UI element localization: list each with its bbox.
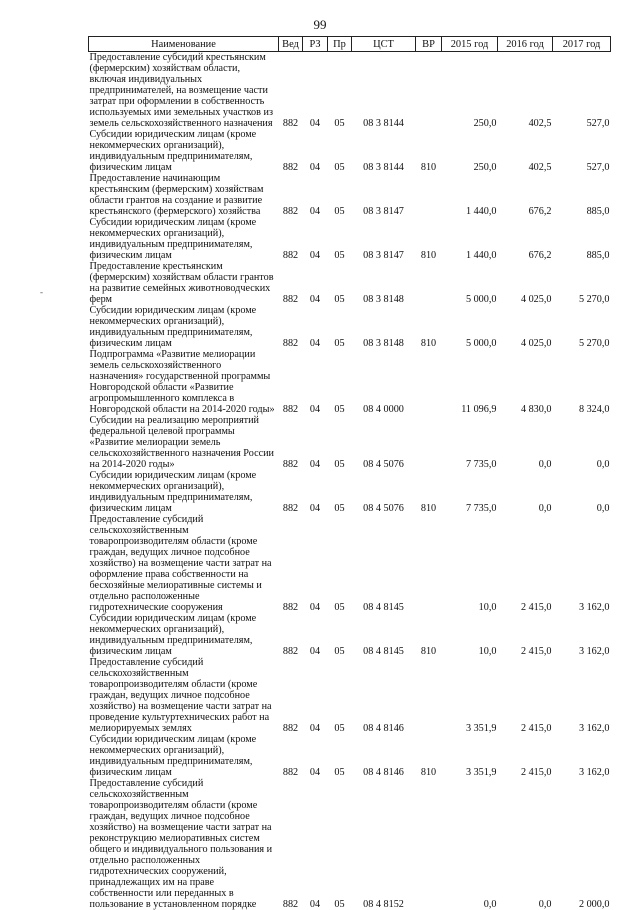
row-cst: 08 3 8148	[352, 261, 416, 305]
table-row	[89, 734, 611, 778]
row-pr: 05	[328, 778, 352, 910]
budget-table	[88, 36, 611, 910]
row-2016: 2 415,0	[498, 613, 553, 657]
row-ved: 882	[279, 217, 303, 261]
row-cst: 08 4 8146	[352, 734, 416, 778]
row-vr: 810	[416, 217, 442, 261]
table-row	[89, 657, 611, 734]
row-2017: 885,0	[553, 217, 611, 261]
row-cst: 08 3 8144	[352, 52, 416, 130]
table-row	[89, 613, 611, 657]
row-vr: 810	[416, 129, 442, 173]
row-rz: 04	[303, 173, 328, 217]
row-ved: 882	[279, 52, 303, 130]
row-2017: 3 162,0	[553, 734, 611, 778]
row-cst: 08 3 8148	[352, 305, 416, 349]
row-ved: 882	[279, 514, 303, 613]
row-2017: 885,0	[553, 173, 611, 217]
row-ved: 882	[279, 173, 303, 217]
row-rz: 04	[303, 613, 328, 657]
row-rz: 04	[303, 305, 328, 349]
row-pr: 05	[328, 217, 352, 261]
row-2015: 250,0	[442, 52, 498, 130]
row-ved: 882	[279, 470, 303, 514]
row-vr	[416, 349, 442, 415]
row-vr: 810	[416, 734, 442, 778]
table-row	[89, 261, 611, 305]
row-name: Предоставление крестьянским (фермерским) хозяйствам области грантов на развитие семейных животноводческих ферм	[89, 261, 279, 305]
row-pr: 05	[328, 613, 352, 657]
row-pr: 05	[328, 129, 352, 173]
row-name: Подпрограмма «Развитие мелиорации земель сельскохозяйственного назначения» государственной программы Новгородской области «Развитие агропромышленного комплекса в Новгородской области на 2014-2020 годы»	[89, 349, 279, 415]
row-cst: 08 4 5076	[352, 415, 416, 470]
row-vr: 810	[416, 613, 442, 657]
row-2017: 8 324,0	[553, 349, 611, 415]
row-2017: 0,0	[553, 470, 611, 514]
row-cst: 08 4 0000	[352, 349, 416, 415]
row-2017: 0,0	[553, 415, 611, 470]
header-vr: ВР	[416, 37, 442, 52]
row-name: Предоставление субсидий крестьянским (фермерским) хозяйствам области, включая индивидуальных предпринимателей, на возмещение части затрат при оформлении в собственность используемых ими земельных участков из земель сельскохозяйственного назначения	[89, 52, 279, 130]
row-ved: 882	[279, 613, 303, 657]
row-2015: 10,0	[442, 613, 498, 657]
header-name: Наименование	[89, 37, 279, 52]
row-vr	[416, 657, 442, 734]
row-2015: 11 096,9	[442, 349, 498, 415]
row-name: Субсидии юридическим лицам (кроме некоммерческих организаций), индивидуальным предпринимателям, физическим лицам	[89, 613, 279, 657]
row-2015: 0,0	[442, 778, 498, 910]
row-pr: 05	[328, 52, 352, 130]
row-2017: 527,0	[553, 52, 611, 130]
row-vr	[416, 415, 442, 470]
row-rz: 04	[303, 470, 328, 514]
row-name: Предоставление субсидий сельскохозяйственным товаропроизводителям области (кроме граждан, ведущих личное подсобное хозяйство) на возмещение части затрат на проведение культуртехнических работ на мелиорируемых землях	[89, 657, 279, 734]
row-vr	[416, 778, 442, 910]
table-row	[89, 52, 611, 130]
row-2015: 5 000,0	[442, 261, 498, 305]
row-rz: 04	[303, 217, 328, 261]
row-rz: 04	[303, 734, 328, 778]
header-rz: РЗ	[303, 37, 328, 52]
header-2016: 2016 год	[498, 37, 553, 52]
row-rz: 04	[303, 129, 328, 173]
row-2016: 0,0	[498, 470, 553, 514]
table-row	[89, 514, 611, 613]
row-cst: 08 4 8152	[352, 778, 416, 910]
row-name: Субсидии юридическим лицам (кроме некоммерческих организаций), индивидуальным предпринимателям, физическим лицам	[89, 217, 279, 261]
row-pr: 05	[328, 173, 352, 217]
row-cst: 08 4 8145	[352, 613, 416, 657]
table-row	[89, 129, 611, 173]
table-row	[89, 217, 611, 261]
row-pr: 05	[328, 261, 352, 305]
row-2017: 3 162,0	[553, 514, 611, 613]
page-number: 99	[0, 17, 640, 33]
row-2016: 676,2	[498, 217, 553, 261]
row-rz: 04	[303, 778, 328, 910]
row-2015: 5 000,0	[442, 305, 498, 349]
row-2015: 10,0	[442, 514, 498, 613]
row-2017: 527,0	[553, 129, 611, 173]
row-2016: 2 415,0	[498, 514, 553, 613]
table-row	[89, 305, 611, 349]
row-2016: 402,5	[498, 129, 553, 173]
table-row	[89, 415, 611, 470]
row-pr: 05	[328, 514, 352, 613]
row-ved: 882	[279, 349, 303, 415]
header-2015: 2015 год	[442, 37, 498, 52]
table-row	[89, 349, 611, 415]
row-2017: 3 162,0	[553, 613, 611, 657]
row-vr	[416, 514, 442, 613]
table-header	[89, 37, 611, 52]
row-ved: 882	[279, 778, 303, 910]
row-2016: 676,2	[498, 173, 553, 217]
row-rz: 04	[303, 415, 328, 470]
row-2017: 2 000,0	[553, 778, 611, 910]
header-ved: Вед	[279, 37, 303, 52]
row-2016: 2 415,0	[498, 734, 553, 778]
table-row	[89, 470, 611, 514]
row-pr: 05	[328, 734, 352, 778]
row-vr: 810	[416, 470, 442, 514]
row-ved: 882	[279, 734, 303, 778]
row-rz: 04	[303, 52, 328, 130]
row-rz: 04	[303, 514, 328, 613]
row-name: Предоставление субсидий сельскохозяйственным товаропроизводителям области (кроме граждан, ведущих личное подсобное хозяйство) на возмещение части затрат на реконструкцию мелиоративных систем общего и индивидуального пользования и отдельно расположенных гидротехнических сооружений, принадлежащих им на праве собственности или переданных в пользование в установленном порядке	[89, 778, 279, 910]
row-ved: 882	[279, 415, 303, 470]
row-name: Субсидии юридическим лицам (кроме некоммерческих организаций), индивидуальным предпринимателям, физическим лицам	[89, 305, 279, 349]
row-name: Предоставление начинающим крестьянским (фермерским) хозяйствам области грантов на создание и развитие крестьянского (фермерского) хозяйства	[89, 173, 279, 217]
row-2016: 2 415,0	[498, 657, 553, 734]
row-cst: 08 3 8147	[352, 217, 416, 261]
table-row	[89, 778, 611, 910]
row-ved: 882	[279, 261, 303, 305]
row-2017: 5 270,0	[553, 305, 611, 349]
header-2017: 2017 год	[553, 37, 611, 52]
row-pr: 05	[328, 305, 352, 349]
row-name: Субсидии юридическим лицам (кроме некоммерческих организаций), индивидуальным предпринимателям, физическим лицам	[89, 734, 279, 778]
row-ved: 882	[279, 657, 303, 734]
row-2016: 4 025,0	[498, 261, 553, 305]
row-pr: 05	[328, 349, 352, 415]
row-cst: 08 3 8147	[352, 173, 416, 217]
table-row	[89, 173, 611, 217]
row-ved: 882	[279, 129, 303, 173]
header-pr: Пр	[328, 37, 352, 52]
margin-mark: -	[40, 287, 43, 297]
row-2016: 402,5	[498, 52, 553, 130]
row-rz: 04	[303, 657, 328, 734]
row-2015: 7 735,0	[442, 415, 498, 470]
row-pr: 05	[328, 415, 352, 470]
row-name: Субсидии юридическим лицам (кроме некоммерческих организаций), индивидуальным предпринимателям, физическим лицам	[89, 470, 279, 514]
row-2015: 7 735,0	[442, 470, 498, 514]
row-rz: 04	[303, 261, 328, 305]
row-name: Субсидии юридическим лицам (кроме некоммерческих организаций), индивидуальным предпринимателям, физическим лицам	[89, 129, 279, 173]
row-2015: 3 351,9	[442, 657, 498, 734]
table-body	[89, 52, 611, 910]
row-2016: 0,0	[498, 415, 553, 470]
row-ved: 882	[279, 305, 303, 349]
row-2015: 1 440,0	[442, 173, 498, 217]
row-vr	[416, 52, 442, 130]
row-cst: 08 4 8146	[352, 657, 416, 734]
row-vr: 810	[416, 305, 442, 349]
row-2017: 5 270,0	[553, 261, 611, 305]
row-2016: 4 830,0	[498, 349, 553, 415]
row-pr: 05	[328, 470, 352, 514]
row-2015: 250,0	[442, 129, 498, 173]
row-cst: 08 4 5076	[352, 470, 416, 514]
row-cst: 08 4 8145	[352, 514, 416, 613]
header-cst: ЦСТ	[352, 37, 416, 52]
row-rz: 04	[303, 349, 328, 415]
row-2016: 4 025,0	[498, 305, 553, 349]
row-vr	[416, 173, 442, 217]
row-cst: 08 3 8144	[352, 129, 416, 173]
row-name: Субсидии на реализацию мероприятий федеральной целевой программы «Развитие мелиорации земель сельскохозяйственного назначения России на 2014-2020 годы»	[89, 415, 279, 470]
row-2015: 1 440,0	[442, 217, 498, 261]
row-vr	[416, 261, 442, 305]
row-2015: 3 351,9	[442, 734, 498, 778]
row-2016: 0,0	[498, 778, 553, 910]
row-pr: 05	[328, 657, 352, 734]
row-name: Предоставление субсидий сельскохозяйственным товаропроизводителям области (кроме граждан, ведущих личное подсобное хозяйство) на возмещение части затрат на оформление права собственности на бесхозяйные мелиоративные системы и отдельно расположенные гидротехнические сооружения	[89, 514, 279, 613]
row-2017: 3 162,0	[553, 657, 611, 734]
